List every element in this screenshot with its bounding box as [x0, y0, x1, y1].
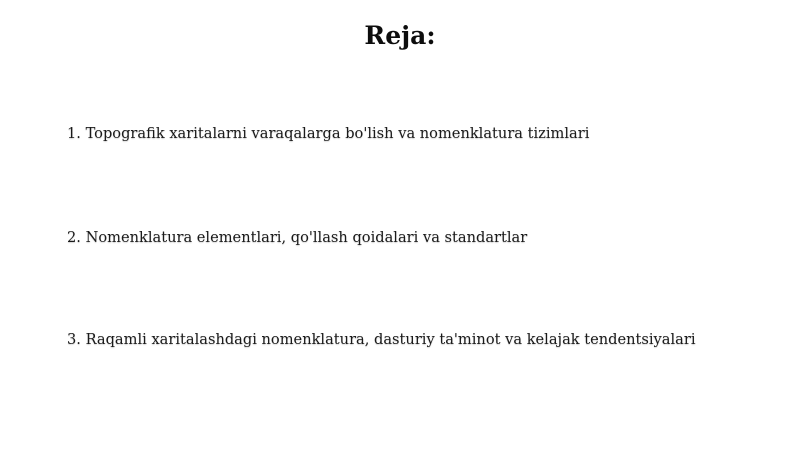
plan-item-2: 2. Nomenklatura elementlari, qo'llash qoidalari va standartlar	[67, 229, 528, 246]
plan-item-3: 3. Raqamli xaritalashdagi nomenklatura, dasturiy ta'minot va kelajak tendentsiyalari	[67, 331, 696, 348]
plan-item-1: 1. Topografik xaritalarni varaqalarga bo'lish va nomenklatura tizimlari	[67, 125, 590, 142]
slide-title: Reja:	[364, 21, 436, 50]
